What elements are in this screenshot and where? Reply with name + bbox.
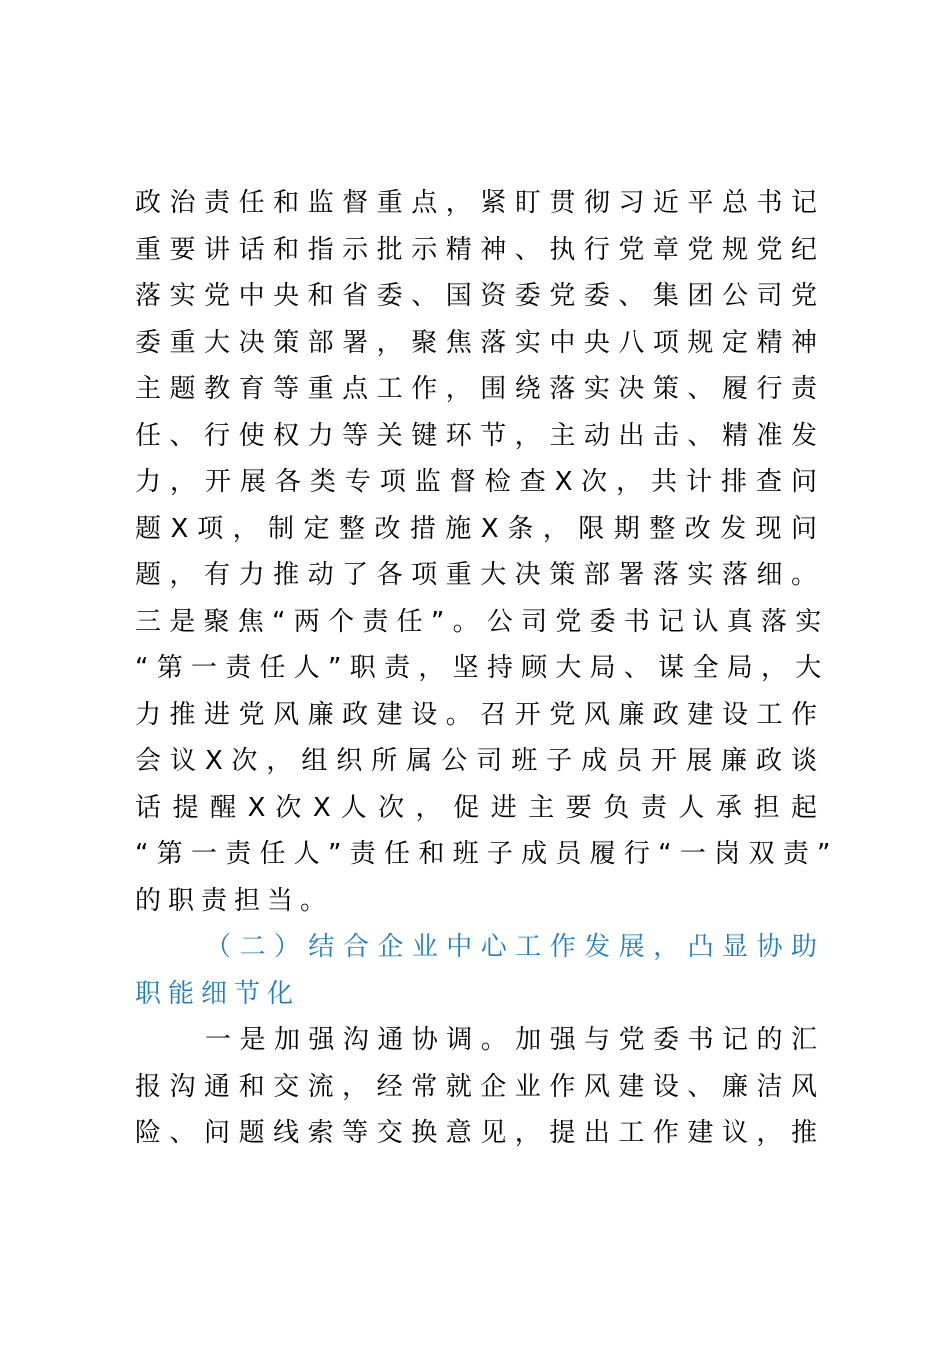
paragraph-communication xyxy=(135,1017,817,1157)
text-line: 力 ， 开 展 各 类 专 项 监 督 检 查 X 次 ， 共 计 排 查 问 xyxy=(135,467,817,497)
text-line: 报 沟 通 和 交 流 ， 经 常 就 企 业 作 风 建 设 、 廉 洁 风 xyxy=(135,1071,817,1102)
paragraph-two-responsibilities xyxy=(135,599,831,925)
text-line: 一 是 加 强 沟 通 协 调 。 加 强 与 党 委 书 记 的 汇 xyxy=(205,1025,817,1055)
heading-line: 职能细节化 xyxy=(135,978,301,1009)
text-line: 主 题 教 育 等 重 点 工 作 ， 围 绕 落 实 决 策 、 履 行 责 xyxy=(135,374,817,404)
text-line: 委 重 大 决 策 部 署 ， 聚 焦 落 实 中 央 八 项 规 定 精 神 xyxy=(135,327,817,358)
text-line: 重 要 讲 话 和 指 示 批 示 精 神 、 执 行 党 章 党 规 党 纪 xyxy=(135,234,817,265)
text-line: 落 实 党 中 央 和 省 委 、 国 资 委 党 委 、 集 团 公 司 党 xyxy=(135,281,817,311)
text-line: 的职责担当。 xyxy=(135,885,334,916)
text-line: 力 推 进 党 风 廉 政 建 设 。 召 开 党 风 廉 政 建 设 工 作 xyxy=(135,699,817,730)
text-line: 会 议 X 次 ， 组 织 所 属 公 司 班 子 成 员 开 展 廉 政 谈 xyxy=(135,746,817,776)
document-body xyxy=(135,180,831,1157)
text-line: 任 、 行 使 权 力 等 关 键 环 节 ， 主 动 出 击 、 精 准 发 xyxy=(135,420,817,451)
text-line: 题 X 项 ， 制 定 整 改 措 施 X 条 ， 限 期 整 改 发 现 问 xyxy=(135,513,817,544)
text-line: 话 提 醒 X 次 X 人 次 ， 促 进 主 要 负 责 人 承 担 起 xyxy=(135,792,817,823)
text-line: 政 治 责 任 和 监 督 重 点 ， 紧 盯 贯 彻 习 近 平 总 书 记 xyxy=(135,188,817,218)
text-line: 险 、 问 题 线 索 等 交 换 意 见 ， 提 出 工 作 建 议 ， 推 xyxy=(135,1118,817,1148)
section-heading xyxy=(135,924,817,1017)
text-line: 三 是 聚 焦 “ 两 个 责 任 ” 。 公 司 党 委 书 记 认 真 落 实 xyxy=(135,606,822,637)
text-line: 题 ， 有 力 推 动 了 各 项 重 大 决 策 部 署 落 实 落 细 。 xyxy=(135,560,817,590)
text-line: “ 第 一 责 任 人 ” 职 责 ， 坚 持 顾 大 局 、 谋 全 局 ， 大 xyxy=(135,653,822,683)
text-line: “ 第 一 责 任 人 ” 责 任 和 班 子 成 员 履 行 “ 一 岗 双 责 ” xyxy=(135,839,831,869)
paragraph-political-responsibility xyxy=(135,180,817,599)
heading-line: （ 二 ） 结 合 企 业 中 心 工 作 发 展 ， 凸 显 协 助 xyxy=(205,932,817,962)
